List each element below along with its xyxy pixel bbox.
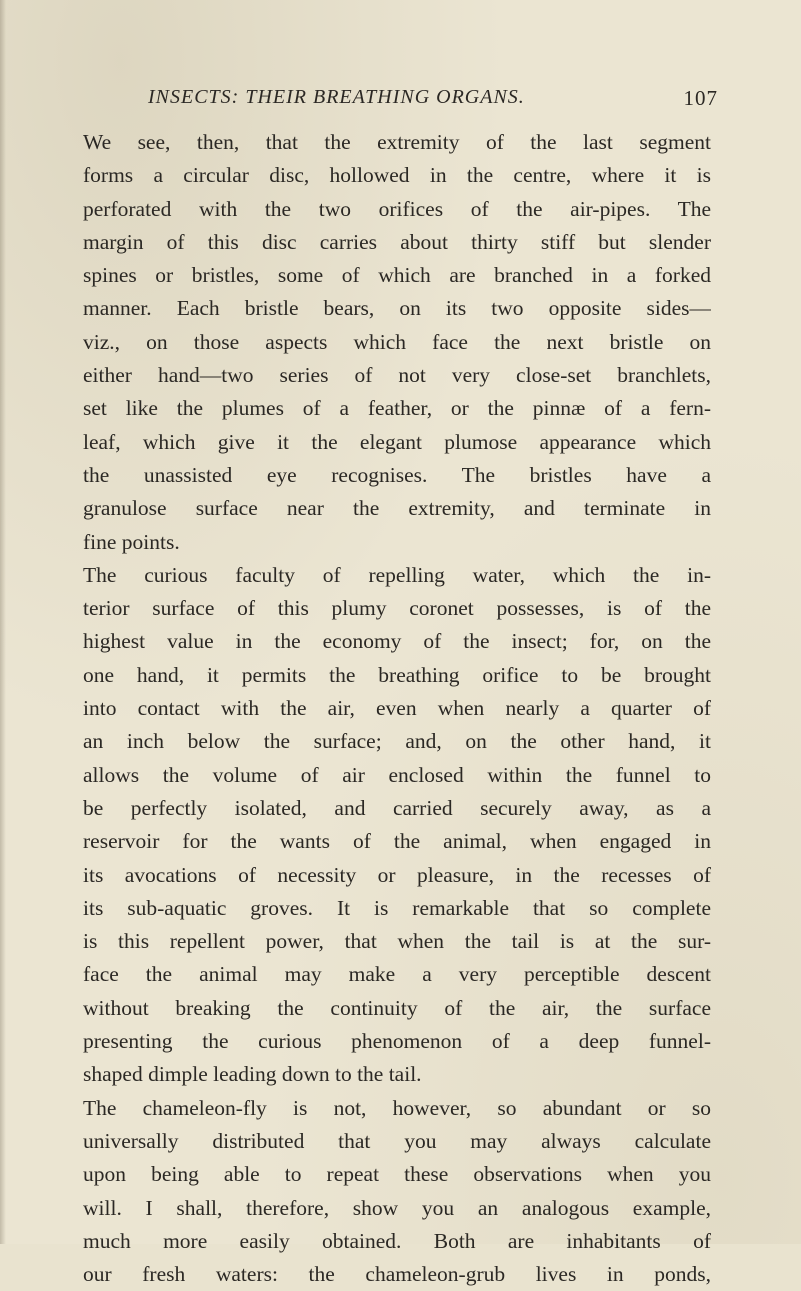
running-title: INSECTS: THEIR BREATHING ORGANS. xyxy=(148,86,525,108)
text-line: face the animal may make a very perceptible descent xyxy=(83,962,711,987)
page-number: 107 xyxy=(683,86,718,110)
text-line: much more easily obtained. Both are inhabitants of xyxy=(83,1228,711,1253)
text-line: is this repellent power, that when the tail is at the sur- xyxy=(83,929,711,954)
text-line: its avocations of necessity or pleasure, in the recesses of xyxy=(83,862,711,887)
text-line: spines or bristles, some of which are branched in a forked xyxy=(83,263,711,288)
text-line: set like the plumes of a feather, or the pinnæ of a fern- xyxy=(83,396,711,421)
text-line: shaped dimple leading down to the tail. xyxy=(83,1062,422,1087)
text-line: will. I shall, therefore, show you an analogous example, xyxy=(83,1195,711,1220)
text-line: the unassisted eye recognises. The bristles have a xyxy=(83,462,711,487)
text-line: viz., on those aspects which face the next bristle on xyxy=(83,329,711,354)
text-line: its sub-aquatic groves. It is remarkable that so complete xyxy=(83,895,711,920)
text-line: perforated with the two orifices of the air-pipes. The xyxy=(83,196,711,221)
text-line: our fresh waters: the chameleon-grub lives in ponds, xyxy=(83,1262,711,1287)
text-line: without breaking the continuity of the air, the surface xyxy=(83,995,711,1020)
body-text xyxy=(83,126,711,1291)
text-line: upon being able to repeat these observations when you xyxy=(83,1162,711,1187)
text-line: one hand, it permits the breathing orifice to be brought xyxy=(83,662,711,687)
text-line: granulose surface near the extremity, and terminate in xyxy=(83,496,711,521)
text-line: into contact with the air, even when nearly a quarter of xyxy=(83,696,711,721)
text-line: reservoir for the wants of the animal, when engaged in xyxy=(83,829,711,854)
text-line: be perfectly isolated, and carried securely away, as a xyxy=(83,795,711,820)
page-edge-shadow xyxy=(0,0,6,1244)
text-line: We see, then, that the extremity of the last segment xyxy=(83,130,711,154)
text-line: universally distributed that you may always calculate xyxy=(83,1128,711,1153)
text-line: leaf, which give it the elegant plumose appearance which xyxy=(83,429,711,454)
text-line: forms a circular disc, hollowed in the centre, where it is xyxy=(83,163,711,188)
text-line: allows the volume of air enclosed within the funnel to xyxy=(83,762,711,787)
text-line: fine points. xyxy=(83,529,180,554)
text-line: margin of this disc carries about thirty stiff but slender xyxy=(83,229,711,254)
text-line: either hand—two series of not very close-set branchlets, xyxy=(83,363,711,388)
text-line: manner. Each bristle bears, on its two opposite sides— xyxy=(83,296,711,321)
text-line: The chameleon-fly is not, however, so abundant or so xyxy=(83,1095,711,1120)
text-line: presenting the curious phenomenon of a deep funnel- xyxy=(83,1029,711,1054)
text-line: an inch below the surface; and, on the other hand, it xyxy=(83,729,711,754)
text-line: highest value in the economy of the insect; for, on the xyxy=(83,629,711,654)
running-head xyxy=(148,86,718,116)
text-line: terior surface of this plumy coronet possesses, is of the xyxy=(83,596,711,621)
text-line: The curious faculty of repelling water, which the in- xyxy=(83,562,711,587)
